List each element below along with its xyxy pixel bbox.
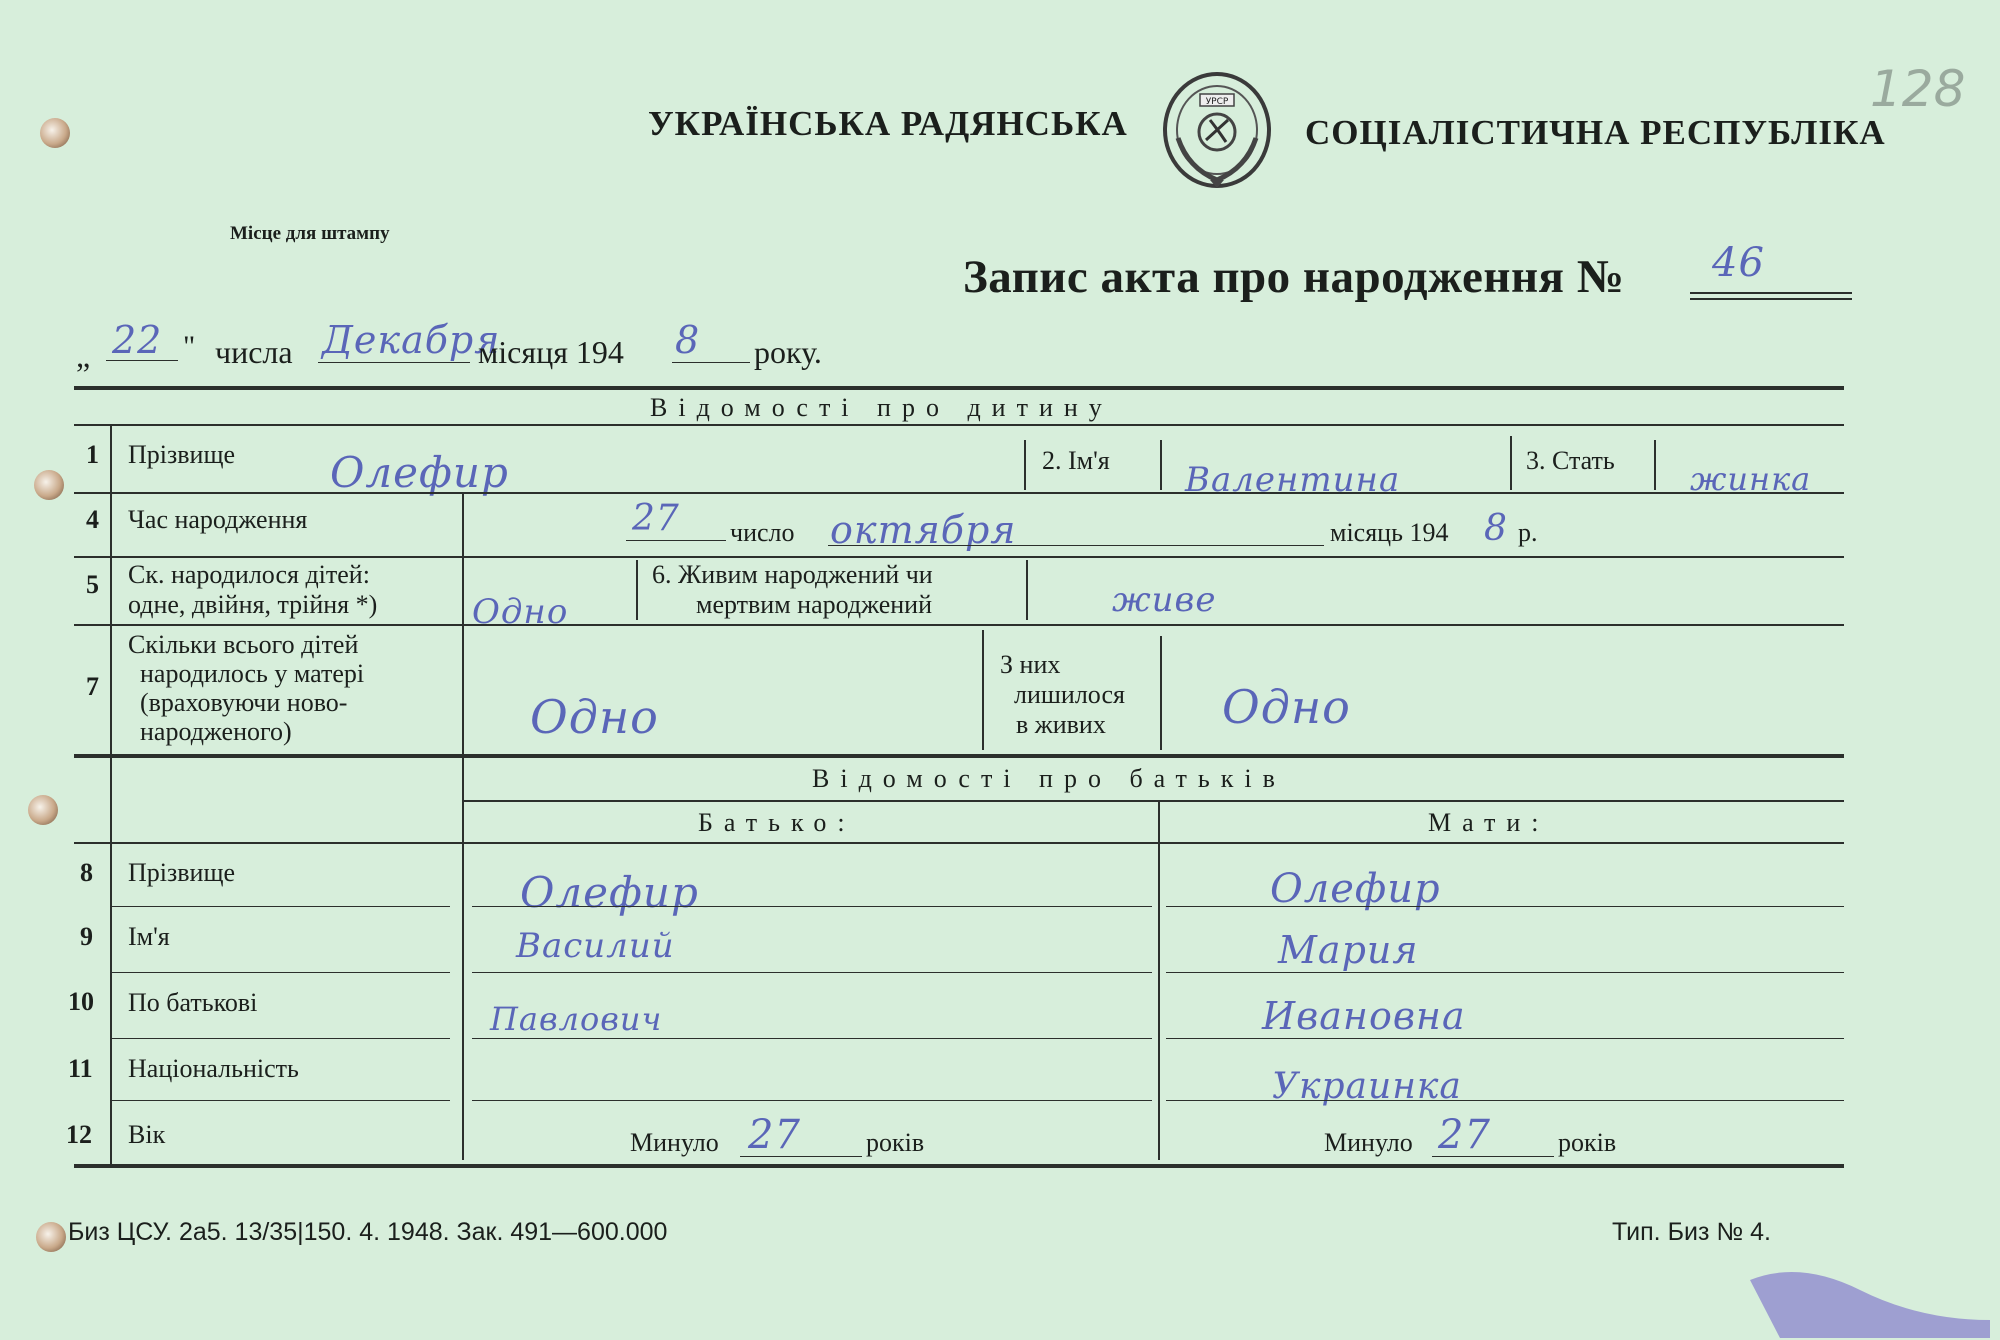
mother-header: Мати: <box>1428 808 1550 837</box>
mother-age-suffix: років <box>1558 1128 1617 1157</box>
father-age-underline <box>740 1156 862 1157</box>
father-surname: Олефир <box>520 868 699 917</box>
col-sep <box>636 560 638 620</box>
birth-month-underline <box>828 545 1324 546</box>
nationality-label: Національність <box>128 1054 299 1083</box>
father-patronymic: Павлович <box>490 1000 663 1038</box>
col-sep <box>1510 436 1512 490</box>
total-children-label-1: Скільки всього дітей <box>128 630 359 659</box>
rule <box>74 1164 1844 1168</box>
date-month: Декабря <box>322 318 501 362</box>
father-age-prefix: Минуло <box>630 1128 719 1157</box>
rule <box>74 492 1844 494</box>
mother-age-prefix: Минуло <box>1324 1128 1413 1157</box>
mother-nationality: Украинка <box>1272 1066 1462 1107</box>
rule <box>110 1038 450 1039</box>
parents-section-title: Відомості про батьків <box>812 764 1286 793</box>
rule <box>74 754 1844 758</box>
act-number-underline <box>1690 292 1852 294</box>
rule <box>74 842 1844 844</box>
total-children-label-4: народженого) <box>140 717 292 746</box>
row-number: 4 <box>86 505 99 534</box>
child-name: Валентина <box>1185 460 1401 500</box>
rule <box>1166 1100 1844 1101</box>
age-label: Вік <box>128 1120 166 1149</box>
date-year-label: року. <box>754 334 822 370</box>
rule <box>110 906 450 907</box>
total-children-value: Одно <box>530 690 659 744</box>
rule <box>74 556 1844 558</box>
child-section-title: Відомості про дитину <box>650 393 1113 422</box>
date-month-label: місяця 194 <box>478 334 624 370</box>
emblem-text: УРСР <box>1205 97 1229 107</box>
year-underline <box>672 362 750 363</box>
sex-label: 3. Стать <box>1526 446 1615 475</box>
row-number: 1 <box>86 440 99 469</box>
stamp-place-label: Місце для штампу <box>230 223 390 244</box>
rule <box>1166 1038 1844 1039</box>
birth-year-digit: 8 <box>1484 508 1508 549</box>
birth-day-underline <box>626 540 726 541</box>
surname-label: Прізвище <box>128 440 236 469</box>
child-name-label: 2. Ім'я <box>1042 446 1110 475</box>
col-sep <box>1024 440 1026 490</box>
footer-print-type: Тип. Биз № 4. <box>1612 1218 1771 1246</box>
father-mother-sep <box>1158 802 1160 1160</box>
row-number: 7 <box>86 672 99 701</box>
parent-name-label: Ім'я <box>128 922 170 951</box>
rule <box>74 386 1844 390</box>
birth-day-label: число <box>730 518 795 547</box>
birth-month-label: місяць 194 <box>1330 518 1449 547</box>
rule <box>1166 972 1844 973</box>
total-children-label-2: народилось у матері <box>140 659 365 688</box>
survived-label-3: в живих <box>1016 710 1106 739</box>
birth-day: 27 <box>632 498 680 539</box>
stamp-ink-smudge <box>1740 1250 1995 1338</box>
binder-hole <box>28 795 58 825</box>
binder-hole <box>34 470 64 500</box>
col-sep <box>982 630 984 750</box>
rule <box>74 424 1844 426</box>
mother-name: Мария <box>1278 928 1419 972</box>
binder-hole <box>36 1222 66 1252</box>
row-number: 5 <box>86 570 99 599</box>
header-right: СОЦІАЛІСТИЧНА РЕСПУБЛІКА <box>1305 113 1886 152</box>
row-number: 11 <box>68 1054 93 1083</box>
child-sex: жинка <box>1690 460 1812 498</box>
rule <box>472 1038 1152 1039</box>
rule <box>472 1100 1152 1101</box>
rule <box>1166 906 1844 907</box>
rule <box>110 972 450 973</box>
month-underline <box>318 362 470 363</box>
father-name: Василий <box>516 926 675 966</box>
children-count-label-1: Ск. народилося дітей: <box>128 560 370 589</box>
children-count-value: Одно <box>472 592 569 632</box>
birth-year-r: р. <box>1518 518 1538 547</box>
header-left: УКРАЇНСЬКА РАДЯНСЬКА <box>648 104 1128 143</box>
child-surname: Олефир <box>330 448 509 497</box>
binder-hole <box>40 118 70 148</box>
row-number: 10 <box>68 987 94 1016</box>
date-close-quote: " <box>183 330 196 363</box>
parent-surname-label: Прізвище <box>128 858 236 887</box>
page-number: 128 <box>1870 60 1966 118</box>
mother-patronymic: Ивановна <box>1262 994 1466 1038</box>
children-count-label-2: одне, двійня, трійня *) <box>128 590 378 619</box>
label-col-line-2 <box>462 756 464 1160</box>
row-number: 8 <box>80 858 93 887</box>
rule <box>462 800 1844 802</box>
col-sep <box>1160 440 1162 490</box>
act-number-underline-2 <box>1690 298 1852 300</box>
date-day: 22 <box>112 318 163 362</box>
date-open-quote: „ <box>76 338 91 374</box>
date-day-label: числа <box>215 334 293 370</box>
footer-print-info: Биз ЦСУ. 2а5. 13/35|150. 4. 1948. Зак. 491—600.000 <box>68 1218 668 1246</box>
rule <box>472 906 1152 907</box>
father-age: 27 <box>748 1112 801 1158</box>
date-year-digit: 8 <box>675 318 701 362</box>
survived-label-1: З них <box>1000 650 1061 679</box>
survived-label-2: лишилося <box>1014 680 1125 709</box>
col-sep <box>1160 636 1162 750</box>
alive-value: живе <box>1112 580 1217 620</box>
father-header: Батько: <box>698 808 856 837</box>
act-number: 46 <box>1712 240 1765 286</box>
mother-age-underline <box>1432 1156 1554 1157</box>
col-sep <box>1654 440 1656 490</box>
num-col-line <box>110 424 112 1166</box>
birth-time-label: Час народження <box>128 505 308 534</box>
patronymic-label: По батькові <box>128 988 258 1017</box>
col-sep <box>1026 560 1028 620</box>
alive-label-1: 6. Живим народжений чи <box>652 560 933 589</box>
row-number: 12 <box>66 1120 92 1149</box>
total-children-label-3: (враховуючи ново- <box>140 688 348 717</box>
act-title: Запис акта про народження № <box>963 251 1625 303</box>
state-emblem-icon <box>1158 68 1276 192</box>
survived-value: Одно <box>1222 680 1351 734</box>
mother-surname: Олефир <box>1270 866 1441 912</box>
father-age-suffix: років <box>866 1128 925 1157</box>
alive-label-2: мертвим народжений <box>696 590 932 619</box>
rule <box>74 624 1844 626</box>
rule <box>472 972 1152 973</box>
day-underline <box>106 360 178 361</box>
mother-age: 27 <box>1438 1112 1491 1158</box>
label-col-line <box>462 492 464 754</box>
birth-month: октября <box>830 508 1017 552</box>
row-number: 9 <box>80 922 93 951</box>
rule <box>110 1100 450 1101</box>
